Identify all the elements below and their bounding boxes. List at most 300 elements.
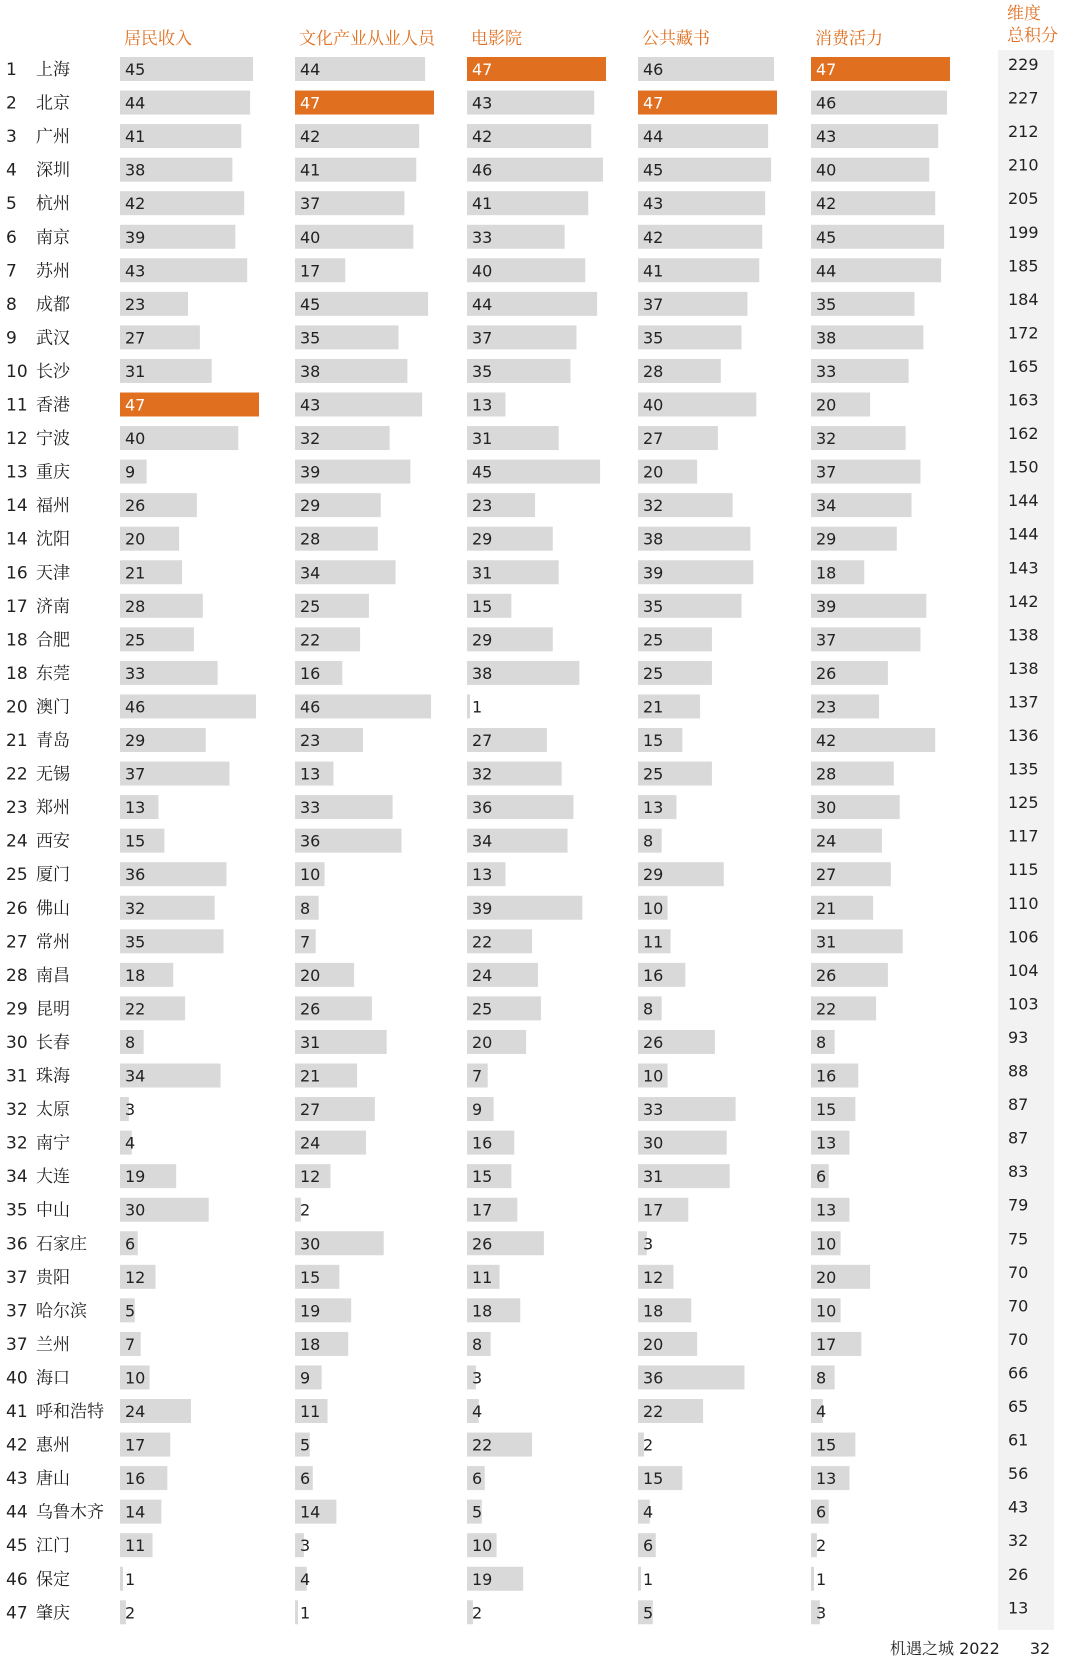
rank-label: 26 <box>6 898 28 919</box>
bar-value-label: 8 <box>472 1334 483 1354</box>
bar-value-label: 41 <box>472 194 493 214</box>
total-score: 144 <box>1008 491 1039 511</box>
rank-label: 10 <box>6 361 28 382</box>
city-label: 石家庄 <box>36 1234 87 1255</box>
bar-value-label: 33 <box>816 361 837 381</box>
city-label: 兰州 <box>36 1334 70 1355</box>
city-label: 南昌 <box>36 965 70 986</box>
bar <box>467 694 470 718</box>
bar-value-label: 43 <box>300 395 321 415</box>
total-score: 61 <box>1008 1430 1029 1450</box>
city-label: 东莞 <box>36 663 70 684</box>
total-score: 70 <box>1008 1262 1029 1282</box>
bar-value-label: 41 <box>125 127 146 147</box>
total-score: 26 <box>1008 1564 1029 1584</box>
bar-value-label: 6 <box>816 1502 827 1522</box>
city-label: 重庆 <box>36 462 70 483</box>
column-header: 文化产业从业人员 <box>299 29 435 49</box>
rank-label: 2 <box>6 93 17 114</box>
bar-value-label: 31 <box>472 563 493 583</box>
total-score: 87 <box>1008 1128 1029 1148</box>
rank-label: 36 <box>6 1234 28 1255</box>
bar-value-label: 18 <box>125 965 146 985</box>
bar-value-label: 1 <box>816 1569 827 1589</box>
bar-value-label: 25 <box>643 663 664 683</box>
city-label: 珠海 <box>36 1066 70 1087</box>
bar-value-label: 29 <box>472 630 493 650</box>
total-score: 115 <box>1008 860 1039 880</box>
bar-value-label: 10 <box>816 1301 837 1321</box>
rank-label: 16 <box>6 563 28 584</box>
total-score: 43 <box>1008 1497 1029 1517</box>
bar-value-label: 21 <box>125 563 146 583</box>
city-label: 济南 <box>36 596 70 617</box>
city-label: 海口 <box>36 1368 70 1389</box>
bar-value-label: 9 <box>472 1100 483 1120</box>
total-score: 106 <box>1008 927 1039 947</box>
city-label: 南宁 <box>36 1133 70 1154</box>
bar-value-label: 28 <box>125 596 146 616</box>
bar <box>120 1567 123 1591</box>
rank-label: 37 <box>6 1334 28 1355</box>
city-label: 苏州 <box>36 261 70 282</box>
total-score: 83 <box>1008 1162 1029 1182</box>
bar-value-label: 28 <box>300 529 321 549</box>
total-score: 117 <box>1008 826 1039 846</box>
total-score: 144 <box>1008 524 1039 544</box>
bar-value-label: 15 <box>125 831 146 851</box>
bar-value-label: 32 <box>816 429 837 449</box>
bar-value-label: 29 <box>472 529 493 549</box>
bar-value-label: 35 <box>643 328 664 348</box>
bar-value-label: 13 <box>643 798 664 818</box>
city-label: 天津 <box>36 563 70 584</box>
rank-label: 13 <box>6 462 28 483</box>
city-label: 惠州 <box>36 1435 70 1456</box>
city-label: 无锡 <box>36 764 70 785</box>
page-number: 32 <box>1029 1639 1051 1658</box>
bar-value-label: 1 <box>300 1603 311 1623</box>
total-score: 104 <box>1008 960 1039 980</box>
total-score: 70 <box>1008 1296 1029 1316</box>
bar-value-label: 35 <box>472 361 493 381</box>
rank-label: 12 <box>6 429 28 450</box>
bar-value-label: 3 <box>472 1368 483 1388</box>
bar-value-label: 30 <box>816 798 837 818</box>
rank-label: 25 <box>6 865 28 886</box>
bar-value-label: 16 <box>300 663 321 683</box>
rank-label: 45 <box>6 1536 28 1557</box>
city-label: 呼和浩特 <box>36 1402 104 1422</box>
bar-value-label: 45 <box>816 227 837 247</box>
city-label: 肇庆 <box>36 1603 70 1624</box>
rank-label: 8 <box>6 294 17 315</box>
total-header-line2: 总积分 <box>1007 26 1058 46</box>
bar-value-label: 5 <box>125 1301 136 1321</box>
bar-value-label: 29 <box>300 496 321 516</box>
bar-value-label: 16 <box>643 965 664 985</box>
rank-label: 37 <box>6 1301 28 1322</box>
rank-label: 17 <box>6 596 28 617</box>
rank-label: 18 <box>6 630 28 651</box>
bar-value-label: 31 <box>643 1167 664 1187</box>
bar-value-label: 23 <box>816 697 837 717</box>
bar-value-label: 14 <box>300 1502 321 1522</box>
rank-label: 44 <box>6 1502 28 1523</box>
bar-value-label: 29 <box>643 865 664 885</box>
bar-value-label: 33 <box>125 663 146 683</box>
city-label: 福州 <box>36 496 70 517</box>
bar-value-label: 14 <box>125 1502 146 1522</box>
bar-value-label: 24 <box>300 1133 321 1153</box>
bar-value-label: 15 <box>300 1267 321 1287</box>
rank-label: 28 <box>6 965 28 986</box>
city-label: 常州 <box>36 932 70 953</box>
city-label: 南京 <box>36 227 70 248</box>
bar-value-label: 22 <box>816 999 837 1019</box>
bar-value-label: 37 <box>300 194 321 214</box>
bar-value-label: 39 <box>300 462 321 482</box>
bar-value-label: 43 <box>472 93 493 113</box>
bar-value-label: 8 <box>300 898 311 918</box>
bar-value-label: 8 <box>643 999 654 1019</box>
city-label: 唐山 <box>36 1469 70 1490</box>
rank-label: 9 <box>6 328 17 349</box>
rank-label: 22 <box>6 764 28 785</box>
bar-value-label: 16 <box>816 1066 837 1086</box>
bar-value-label: 9 <box>125 462 136 482</box>
total-score: 135 <box>1008 759 1039 779</box>
bar-value-label: 13 <box>300 764 321 784</box>
city-label: 西安 <box>36 831 70 852</box>
bar-value-label: 6 <box>816 1167 827 1187</box>
bar-value-label: 41 <box>643 261 664 281</box>
rank-label: 47 <box>6 1603 28 1624</box>
bar-value-label: 2 <box>643 1435 654 1455</box>
bar-value-label: 17 <box>643 1200 664 1220</box>
rank-label: 32 <box>6 1133 28 1154</box>
bar-value-label: 8 <box>643 831 654 851</box>
bar-value-label: 12 <box>643 1267 664 1287</box>
city-label: 香港 <box>36 395 70 416</box>
total-score: 70 <box>1008 1329 1029 1349</box>
bar-value-label: 10 <box>125 1368 146 1388</box>
rank-label: 11 <box>6 395 28 416</box>
bar-value-label: 15 <box>472 1167 493 1187</box>
bar-value-label: 47 <box>643 93 664 113</box>
total-score: 227 <box>1008 88 1039 108</box>
total-score: 88 <box>1008 1061 1029 1081</box>
city-label: 武汉 <box>36 328 70 349</box>
city-label: 宁波 <box>36 429 70 450</box>
rank-label: 41 <box>6 1402 28 1422</box>
bar-value-label: 7 <box>300 932 311 952</box>
city-label: 中山 <box>36 1200 70 1221</box>
bar-value-label: 47 <box>125 395 146 415</box>
bar-value-label: 46 <box>125 697 146 717</box>
bar-value-label: 38 <box>125 160 146 180</box>
bar-value-label: 8 <box>125 1032 136 1052</box>
total-score: 199 <box>1008 222 1039 242</box>
bar-value-label: 44 <box>472 294 493 314</box>
bar-value-label: 13 <box>816 1200 837 1220</box>
bar-value-label: 22 <box>472 932 493 952</box>
bar-value-label: 40 <box>472 261 493 281</box>
total-score: 150 <box>1008 457 1039 477</box>
bar-value-label: 12 <box>300 1167 321 1187</box>
bar-value-label: 34 <box>300 563 321 583</box>
bar-value-label: 19 <box>125 1167 146 1187</box>
bar-value-label: 32 <box>125 898 146 918</box>
bar-value-label: 42 <box>472 127 493 147</box>
rank-label: 29 <box>6 999 28 1020</box>
bar-value-label: 31 <box>816 932 837 952</box>
bar-value-label: 8 <box>816 1032 827 1052</box>
bar-value-label: 25 <box>300 596 321 616</box>
total-score: 32 <box>1008 1531 1029 1551</box>
city-label: 沈阳 <box>36 529 70 550</box>
bar-value-label: 20 <box>125 529 146 549</box>
bar-value-label: 28 <box>643 361 664 381</box>
bar-value-label: 31 <box>472 429 493 449</box>
bar-value-label: 47 <box>300 93 321 113</box>
column-header: 消费活力 <box>815 29 883 49</box>
bar-value-label: 4 <box>125 1133 136 1153</box>
bar-value-label: 5 <box>472 1502 483 1522</box>
rank-label: 31 <box>6 1066 28 1087</box>
bar-value-label: 35 <box>300 328 321 348</box>
bar-value-label: 10 <box>643 898 664 918</box>
total-score: 87 <box>1008 1095 1029 1115</box>
total-score: 143 <box>1008 558 1039 578</box>
bar-value-label: 45 <box>125 60 146 79</box>
bar-value-label: 20 <box>643 462 664 482</box>
bar-value-label: 38 <box>300 361 321 381</box>
bar-value-label: 25 <box>472 999 493 1019</box>
bar-value-label: 20 <box>643 1334 664 1354</box>
total-score: 56 <box>1008 1464 1029 1484</box>
bar-value-label: 45 <box>643 160 664 180</box>
bar-value-label: 11 <box>472 1267 493 1287</box>
total-score: 125 <box>1008 793 1039 813</box>
bar-value-label: 20 <box>816 1267 837 1287</box>
bar-value-label: 15 <box>643 731 664 750</box>
bar-value-label: 4 <box>816 1402 827 1421</box>
bar-value-label: 45 <box>472 462 493 482</box>
total-score: 165 <box>1008 356 1039 376</box>
bar-value-label: 46 <box>816 93 837 113</box>
bar-value-label: 39 <box>125 227 146 247</box>
total-score: 205 <box>1008 189 1039 209</box>
bar-value-label: 15 <box>816 1435 837 1455</box>
city-label: 北京 <box>36 93 70 114</box>
bar-value-label: 17 <box>125 1435 146 1455</box>
city-label: 佛山 <box>36 898 70 919</box>
bar-value-label: 32 <box>643 496 664 516</box>
city-label: 昆明 <box>36 999 70 1020</box>
rank-label: 32 <box>6 1100 28 1121</box>
bar-value-label: 11 <box>300 1402 321 1421</box>
bar-value-label: 32 <box>472 764 493 784</box>
bar-value-label: 40 <box>300 227 321 247</box>
rank-label: 42 <box>6 1435 28 1456</box>
bar-value-label: 18 <box>300 1334 321 1354</box>
bar-value-label: 15 <box>643 1469 664 1489</box>
bar-value-label: 29 <box>125 731 146 750</box>
bar-value-label: 7 <box>125 1334 136 1354</box>
bar-value-label: 12 <box>125 1267 146 1287</box>
bar-value-label: 37 <box>816 462 837 482</box>
rank-label: 46 <box>6 1569 28 1590</box>
bar-value-label: 26 <box>300 999 321 1019</box>
bar-value-label: 37 <box>816 630 837 650</box>
rank-label: 43 <box>6 1469 28 1490</box>
city-label: 厦门 <box>36 865 70 886</box>
total-score: 210 <box>1008 155 1039 175</box>
rank-label: 7 <box>6 261 17 282</box>
bar-value-label: 27 <box>125 328 146 348</box>
total-score: 13 <box>1008 1598 1029 1618</box>
total-score: 75 <box>1008 1229 1029 1249</box>
bar-value-label: 6 <box>125 1234 136 1254</box>
bar-value-label: 18 <box>643 1301 664 1321</box>
bar-value-label: 30 <box>643 1133 664 1153</box>
bar-value-label: 19 <box>300 1301 321 1321</box>
column-header: 公共藏书 <box>642 29 710 49</box>
total-score: 185 <box>1008 256 1039 276</box>
bar-value-label: 38 <box>816 328 837 348</box>
column-header: 电影院 <box>471 29 522 49</box>
rank-label: 18 <box>6 663 28 684</box>
bar-value-label: 1 <box>472 697 483 717</box>
total-score: 212 <box>1008 122 1039 142</box>
bar-value-label: 26 <box>125 496 146 516</box>
rank-label: 40 <box>6 1368 28 1389</box>
bar-value-label: 23 <box>125 294 146 314</box>
bar-value-label: 38 <box>643 529 664 549</box>
bar <box>295 1600 298 1624</box>
bar-value-label: 40 <box>125 429 146 449</box>
bar-value-label: 16 <box>125 1469 146 1489</box>
total-header-line1: 维度 <box>1007 4 1041 24</box>
bar-value-label: 15 <box>472 596 493 616</box>
bar-value-label: 27 <box>816 865 837 885</box>
rank-label: 3 <box>6 127 17 148</box>
bar-value-label: 34 <box>125 1066 146 1086</box>
rank-label: 5 <box>6 194 17 215</box>
city-label: 哈尔滨 <box>36 1301 87 1322</box>
bar-value-label: 43 <box>125 261 146 281</box>
bar-value-label: 43 <box>816 127 837 147</box>
rank-label: 37 <box>6 1267 28 1288</box>
total-score: 184 <box>1008 289 1039 309</box>
bar-value-label: 26 <box>643 1032 664 1052</box>
bar-value-label: 4 <box>643 1502 654 1522</box>
bar-value-label: 13 <box>125 798 146 818</box>
bar-value-label: 44 <box>300 60 321 79</box>
city-label: 广州 <box>36 127 70 148</box>
bar-value-label: 10 <box>643 1066 664 1086</box>
bar-value-label: 10 <box>300 865 321 885</box>
bar-value-label: 2 <box>472 1603 483 1623</box>
bar-value-label: 10 <box>816 1234 837 1254</box>
total-score: 110 <box>1008 893 1039 913</box>
bar-value-label: 17 <box>472 1200 493 1220</box>
bar-value-label: 28 <box>816 764 837 784</box>
bar-value-label: 7 <box>472 1066 483 1086</box>
bar-value-label: 47 <box>816 60 837 79</box>
bar-value-label: 37 <box>472 328 493 348</box>
rank-label: 4 <box>6 160 17 181</box>
bar-value-label: 32 <box>300 429 321 449</box>
bar-value-label: 6 <box>300 1469 311 1489</box>
bar-value-label: 39 <box>816 596 837 616</box>
bar-value-label: 34 <box>816 496 837 516</box>
column-header: 居民收入 <box>124 29 192 49</box>
bar-value-label: 42 <box>816 731 837 750</box>
bar-value-label: 46 <box>300 697 321 717</box>
city-label: 长春 <box>36 1032 70 1053</box>
bar-value-label: 2 <box>300 1200 311 1220</box>
bar-value-label: 38 <box>472 663 493 683</box>
rank-label: 14 <box>6 496 28 517</box>
rank-label: 30 <box>6 1032 28 1053</box>
city-label: 乌鲁木齐 <box>36 1502 104 1523</box>
bar-value-label: 2 <box>816 1536 827 1556</box>
bar-value-label: 5 <box>300 1435 311 1455</box>
bar-value-label: 35 <box>643 596 664 616</box>
rank-label: 14 <box>6 529 28 550</box>
footer-title: 机遇之城 2022 <box>890 1639 1000 1658</box>
city-label: 大连 <box>36 1167 70 1188</box>
bar-value-label: 20 <box>300 965 321 985</box>
total-score: 229 <box>1008 55 1039 74</box>
bar-value-label: 13 <box>472 865 493 885</box>
bar-value-label: 13 <box>472 395 493 415</box>
bar-value-label: 46 <box>643 60 664 79</box>
bar-value-label: 6 <box>643 1536 654 1556</box>
bar-value-label: 42 <box>300 127 321 147</box>
total-score: 138 <box>1008 658 1039 678</box>
city-label: 深圳 <box>36 160 70 181</box>
rank-label: 21 <box>6 731 28 751</box>
bar-value-label: 19 <box>472 1569 493 1589</box>
city-label: 青岛 <box>36 731 70 751</box>
bar-value-label: 39 <box>643 563 664 583</box>
total-score: 103 <box>1008 994 1039 1014</box>
bar-value-label: 42 <box>816 194 837 214</box>
bar-value-label: 35 <box>816 294 837 314</box>
city-label: 郑州 <box>36 798 70 819</box>
footer <box>890 1636 1050 1659</box>
rank-label: 1 <box>6 60 17 80</box>
bar-value-label: 21 <box>816 898 837 918</box>
bar-value-label: 36 <box>125 865 146 885</box>
city-label: 长沙 <box>36 361 70 382</box>
city-label: 上海 <box>36 60 70 80</box>
bar-value-label: 23 <box>300 731 321 750</box>
bar-value-label: 3 <box>643 1234 654 1254</box>
bar-value-label: 24 <box>816 831 837 851</box>
bar-value-label: 22 <box>643 1402 664 1421</box>
city-label: 江门 <box>36 1536 70 1557</box>
bar-value-label: 45 <box>300 294 321 314</box>
bar-value-label: 23 <box>472 496 493 516</box>
bar-value-label: 29 <box>816 529 837 549</box>
bar-value-label: 11 <box>125 1536 146 1556</box>
bar <box>638 1567 641 1591</box>
bar-value-label: 44 <box>643 127 664 147</box>
